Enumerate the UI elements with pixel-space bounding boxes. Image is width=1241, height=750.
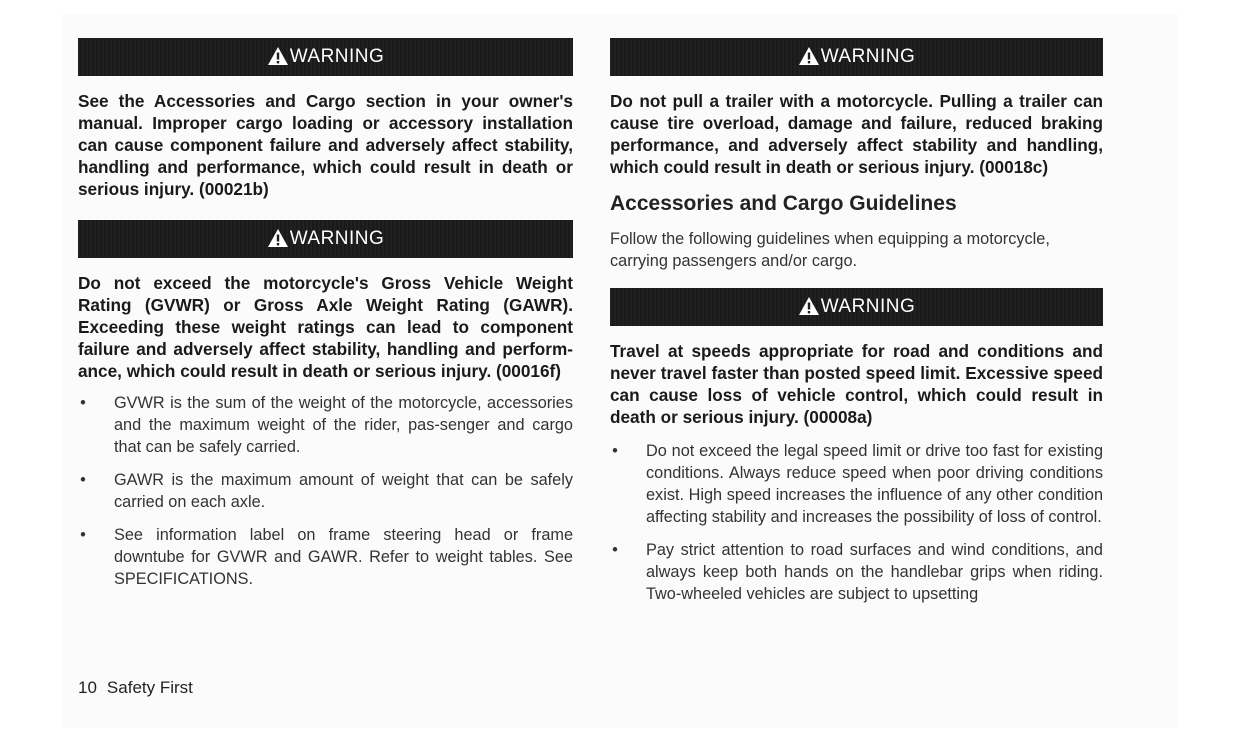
- footer-section-title: Safety First: [106, 678, 193, 697]
- list-item: • See information label on frame steering head or frame downtube for GVWR and GAWR. Refer to weight tables. See SPECIFICATIONS.: [78, 524, 573, 590]
- warning-label: WARNING: [289, 46, 385, 67]
- page-footer: [78, 678, 193, 698]
- list-item: • GVWR is the sum of the weight of the motorcycle, accessories and the maximum weight of the rider, pas-senger and cargo that can be safely carried.: [78, 392, 573, 458]
- warning-label: WARNING: [820, 296, 916, 317]
- warning-label: WARNING: [820, 46, 916, 67]
- warning-triangle-icon: [267, 46, 289, 66]
- warning-banner: [610, 38, 1103, 76]
- warning-banner: [610, 288, 1103, 326]
- bullet-icon: •: [612, 442, 618, 460]
- bullet-list: [78, 392, 573, 590]
- list-item: • GAWR is the maximum amount of weight that can be safely carried on each axle.: [78, 469, 573, 513]
- bullet-icon: •: [612, 541, 618, 559]
- section-heading: Accessories and Cargo Guidelines: [610, 192, 957, 215]
- bullet-icon: •: [80, 394, 86, 412]
- page-number: 10: [78, 678, 97, 697]
- intro-paragraph: Follow the following guidelines when equipping a motorcycle, carrying passengers and/or cargo.: [610, 230, 1050, 270]
- warning-label: WARNING: [289, 228, 385, 249]
- warning-banner: [78, 220, 573, 258]
- list-item: • Pay strict attention to road surfaces and wind conditions, and always keep both hands on the handlebar grips when riding. Two-wheeled vehicles are subject to upsetting: [610, 539, 1103, 605]
- bullet-icon: •: [80, 471, 86, 489]
- left-column: [78, 38, 573, 601]
- warning-triangle-icon: [798, 296, 820, 316]
- warning-banner: [78, 38, 573, 76]
- list-item: • Do not exceed the legal speed limit or drive too fast for existing conditions. Always reduce speed when poor driving conditions exist. High speed increases the influence of any other condition affecting stability and increases the possibility of loss of control.: [610, 440, 1103, 528]
- right-column: [610, 38, 1103, 616]
- warning-text: See the Accessories and Cargo section in your owner's manual. Improper cargo loading or accessory installation can cause component failure and adversely affect stability, handling and performance, which could result in death or serious injury. (00021b): [78, 91, 573, 199]
- bullet-icon: •: [80, 526, 86, 544]
- warning-text: Do not exceed the motorcycle's Gross Vehicle Weight Rating (GVWR) or Gross Axle Weight Rating (GAWR). Exceeding these weight ratings can lead to component failure and adversely affect stability, handling and perform-ance, which could result in death or serious injury. (00016f): [78, 273, 573, 381]
- warning-text: Do not pull a trailer with a motorcycle. Pulling a trailer can cause tire overload, damage and failure, reduced braking performance, and adversely affect stability and handling, which could result in death or serious injury. (00018c): [610, 91, 1103, 177]
- warning-triangle-icon: [798, 46, 820, 66]
- bullet-list: [610, 440, 1103, 605]
- warning-triangle-icon: [267, 228, 289, 248]
- warning-text: Travel at speeds appropriate for road and conditions and never travel faster than posted speed limit. Excessive speed can cause loss of vehicle control, which could result in death or serious injury. (00008a): [610, 341, 1103, 427]
